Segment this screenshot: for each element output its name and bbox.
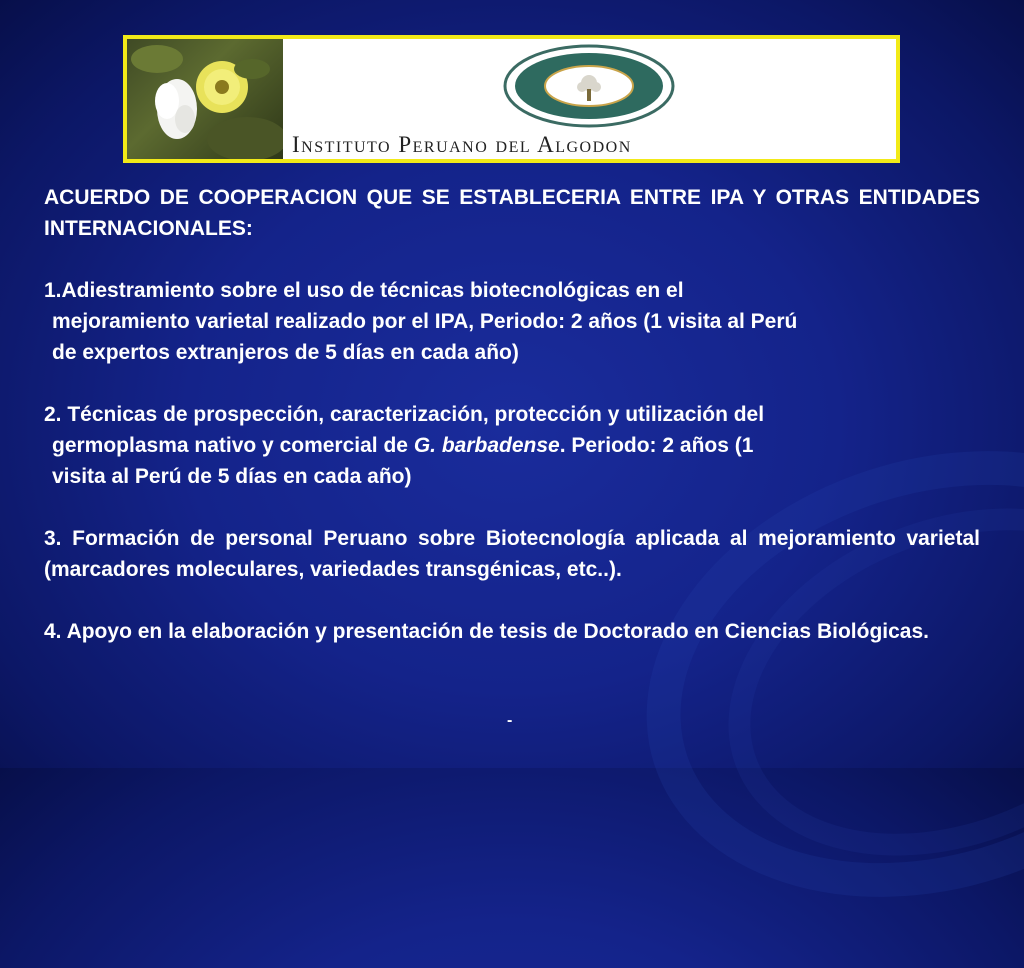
cotton-flower-photo <box>127 39 283 159</box>
slide-heading: ACUERDO DE COOPERACION QUE SE ESTABLECERIA ENTRE IPA Y OTRAS ENTIDADES INTERNACIONALES: <box>44 186 980 240</box>
institute-banner <box>123 35 900 163</box>
list-item-2 <box>44 399 980 492</box>
item-2-line-2-pre: germoplasma nativo y comercial de <box>52 434 414 457</box>
list-item-4: 4. Apoyo en la elaboración y presentación de tesis de Doctorado en Ciencias Biológicas. <box>44 620 929 643</box>
item-2-line-1: 2. Técnicas de prospección, caracterización, protección y utilización del <box>44 403 765 426</box>
item-1-line-1: 1.Adiestramiento sobre el uso de técnicas biotecnológicas en el <box>44 279 684 302</box>
item-2-line-2 <box>44 430 980 461</box>
item-1-line-2: mejoramiento varietal realizado por el IPA, Periodo: 2 años (1 visita al Perú <box>52 310 798 333</box>
footer-mark: - <box>507 712 513 729</box>
species-name: G. barbadense <box>413 434 560 457</box>
item-2-line-3: visita al Perú de 5 días en cada año) <box>52 465 412 488</box>
slide-body <box>44 182 980 647</box>
item-2-line-2-post: . Periodo: 2 años (1 <box>559 434 754 457</box>
institute-name: Instituto Peruano del Algodon <box>292 132 632 157</box>
algodon-peruano-seal <box>502 43 677 129</box>
list-item-1 <box>44 275 980 368</box>
list-item-3: 3. Formación de personal Peruano sobre Biotecnología aplicada al mejoramiento varietal (marcadores moleculares, variedades transgénicas, etc..). <box>44 527 980 581</box>
item-1-line-3: de expertos extranjeros de 5 días en cada año) <box>52 341 519 364</box>
